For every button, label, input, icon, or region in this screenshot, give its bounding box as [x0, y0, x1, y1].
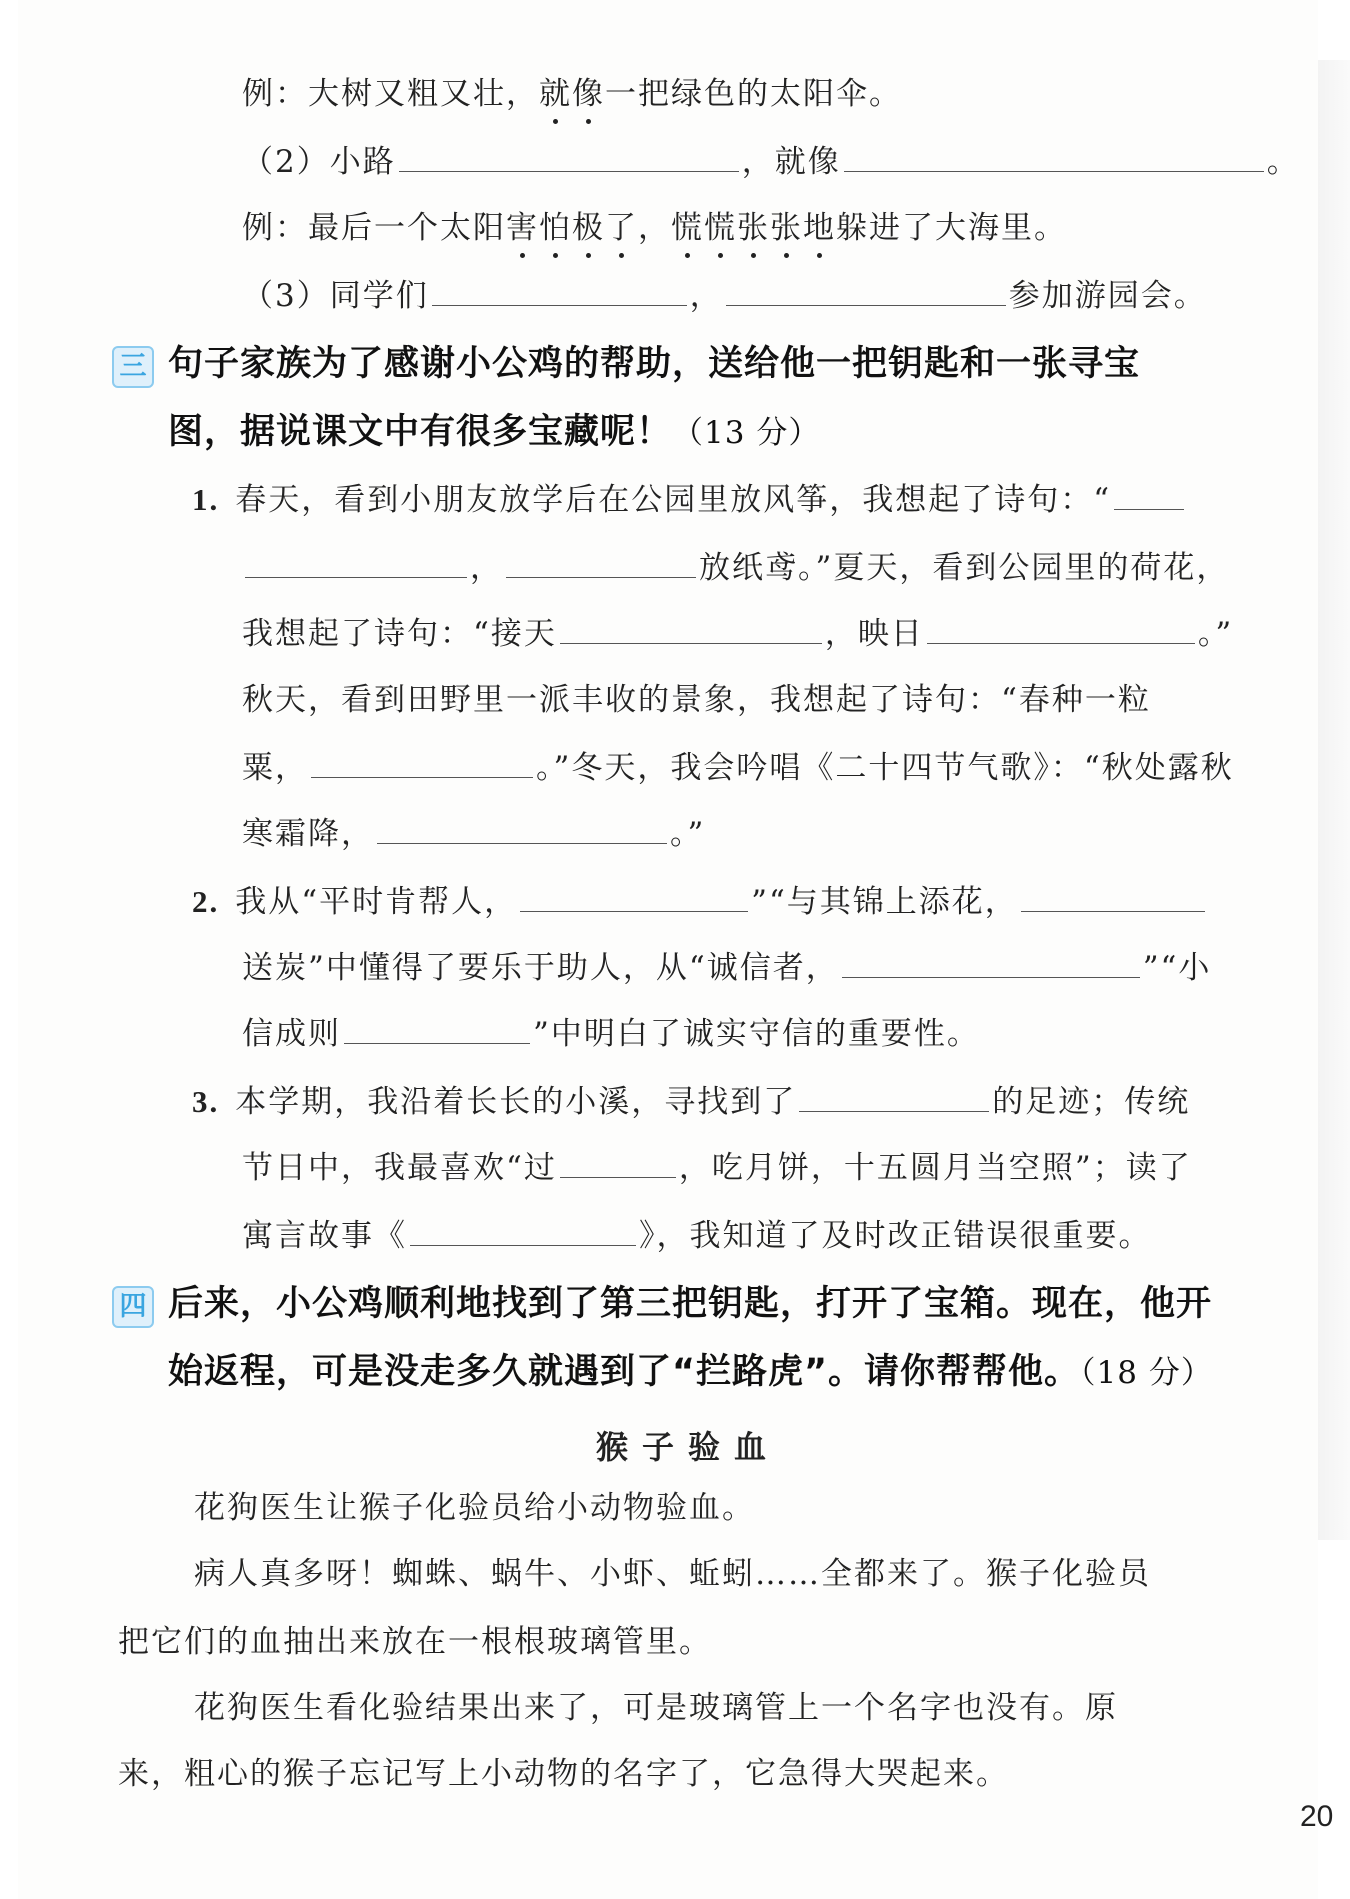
page-number: 20	[1300, 1800, 1334, 1833]
question-text: 。	[1266, 144, 1300, 180]
question-3-1-line2	[242, 546, 1229, 590]
answer-blank[interactable]	[560, 1147, 676, 1178]
question-text: 春天，看到小朋友放学后在公园里放风筝，我想起了诗句：“	[235, 482, 1112, 518]
example-2	[242, 206, 1067, 250]
section-3-heading-line1: 句子家族为了感谢小公鸡的帮助，送给他一把钥匙和一张寻宝	[168, 344, 1141, 384]
emphasis-char: 张	[737, 210, 770, 246]
emphasis-char: 怕	[539, 210, 572, 246]
question-text: 我想起了诗句：“接天	[242, 616, 557, 652]
emphasis-char: 害	[506, 210, 539, 246]
emphasis-char: 慌	[671, 210, 704, 246]
question-text: 节日中，我最喜欢“过	[242, 1150, 557, 1186]
answer-blank[interactable]	[1021, 881, 1205, 912]
answer-blank[interactable]	[344, 1013, 530, 1044]
question-text: ，	[470, 550, 503, 586]
section-3-heading-line2	[168, 408, 820, 457]
question-text: 的足迹；传统	[992, 1084, 1191, 1120]
question-text: 本学期，我沿着长长的小溪，寻找到了	[235, 1084, 797, 1120]
question-number: 3.	[192, 1084, 220, 1119]
story-paragraph-3-line2: 来，粗心的猴子忘记写上小动物的名字了，它急得大哭起来。	[118, 1756, 1009, 1792]
question-text: 信成则	[242, 1016, 341, 1052]
heading-text: 始返程，可是没走多久就遇到了“拦路虎”。请你帮帮他。	[168, 1352, 1081, 1392]
emphasis-char: 就	[539, 76, 572, 112]
question-3-2-line2	[242, 946, 1211, 990]
section-4-badge: 四	[112, 1286, 154, 1328]
question-3-1-line5	[242, 746, 1234, 790]
section-4-heading-line1: 后来，小公鸡顺利地找到了第三把钥匙，打开了宝箱。现在，他开	[168, 1284, 1213, 1324]
question-text: ”“小	[1142, 950, 1212, 986]
emphasis-char: 张	[770, 210, 803, 246]
question-number: （2）	[242, 144, 330, 180]
answer-blank[interactable]	[377, 813, 667, 844]
question-text: ”中明白了诚实守信的重要性。	[533, 1016, 980, 1052]
question-3-1-line4: 秋天，看到田野里一派丰收的景象，我想起了诗句：“春种一粒	[242, 682, 1151, 718]
question-3-3-line2	[242, 1146, 1192, 1190]
question-text: ，	[689, 278, 723, 314]
question-text: 寓言故事《	[242, 1218, 407, 1254]
question-text: 我从“平时肯帮人，	[235, 884, 518, 920]
emphasis-char: 了	[605, 210, 638, 246]
answer-blank[interactable]	[520, 881, 748, 912]
example-2-comma: ，	[638, 210, 671, 246]
answer-blank[interactable]	[245, 547, 467, 578]
answer-blank[interactable]	[726, 275, 1006, 306]
example-1-prefix: 例：大树又粗又壮，	[242, 76, 539, 112]
question-text: 参加游园会。	[1008, 278, 1207, 314]
answer-blank[interactable]	[311, 747, 533, 778]
question-text: ，就像	[741, 144, 841, 180]
section-4-score: （18 分）	[1080, 1355, 1213, 1391]
answer-blank[interactable]	[432, 275, 687, 306]
question-2-3	[242, 274, 1207, 318]
question-3-1-line3	[242, 612, 1233, 656]
section-3-score: （13 分）	[672, 415, 821, 451]
question-3-1-line6	[242, 812, 705, 856]
question-text: 。”冬天，我会吟唱《二十四节气歌》：“秋处露秋	[536, 750, 1234, 786]
section-3-badge: 三	[112, 346, 154, 388]
story-paragraph-1: 花狗医生让猴子化验员给小动物验血。	[194, 1490, 755, 1526]
answer-blank[interactable]	[927, 613, 1195, 644]
question-text: ”“与其锦上添花，	[751, 884, 1018, 920]
page-edge-shadow	[1318, 60, 1350, 1540]
story-paragraph-2-line2: 把它们的血抽出来放在一根根玻璃管里。	[118, 1624, 712, 1660]
question-text: 放纸鸢。”夏天，看到公园里的荷花，	[699, 550, 1230, 586]
question-text: ，吃月饼，十五圆月当空照”；读了	[678, 1150, 1192, 1186]
example-2-suffix: 躲进了大海里。	[836, 210, 1067, 246]
example-2-prefix: 例：最后一个太阳	[242, 210, 506, 246]
story-paragraph-3-line1: 花狗医生看化验结果出来了，可是玻璃管上一个名字也没有。原	[194, 1690, 1118, 1726]
question-text: 寒霜降，	[242, 816, 374, 852]
emphasis-char: 像	[572, 76, 605, 112]
question-text: 。”	[1197, 616, 1234, 652]
emphasis-char: 极	[572, 210, 605, 246]
emphasis-char: 地	[803, 210, 836, 246]
question-number: 1.	[192, 482, 220, 517]
question-text: 》，我知道了及时改正错误很重要。	[639, 1218, 1152, 1254]
question-label: 同学们	[329, 278, 429, 314]
story-title: 猴子验血	[596, 1428, 781, 1466]
question-number: 2.	[192, 884, 220, 919]
example-1-suffix: 一把绿色的太阳伞。	[605, 76, 902, 112]
answer-blank[interactable]	[506, 547, 696, 578]
question-3-2-line3	[242, 1012, 980, 1056]
question-3-3-line3	[242, 1214, 1152, 1258]
question-3-3-line1	[192, 1080, 1190, 1124]
question-3-1-line1	[192, 478, 1187, 522]
example-1	[242, 72, 902, 116]
answer-blank[interactable]	[560, 613, 822, 644]
answer-blank[interactable]	[842, 947, 1140, 978]
question-3-2-line1	[192, 880, 1208, 924]
story-paragraph-2-line1: 病人真多呀！蜘蛛、蜗牛、小虾、蚯蚓……全都来了。猴子化验员	[194, 1556, 1151, 1592]
answer-blank[interactable]	[1114, 479, 1184, 510]
question-number: （3）	[242, 278, 330, 314]
heading-text: 图，据说课文中有很多宝藏呢！	[168, 412, 673, 452]
section-4-heading-line2	[168, 1348, 1213, 1397]
answer-blank[interactable]	[410, 1215, 636, 1246]
question-text: 粟，	[242, 750, 308, 786]
question-text: ，映日	[824, 616, 924, 652]
answer-blank[interactable]	[799, 1081, 989, 1112]
question-text: 送炭”中懂得了要乐于助人，从“诚信者，	[242, 950, 839, 986]
question-label: 小路	[329, 144, 396, 180]
emphasis-char: 慌	[704, 210, 737, 246]
question-text: 。”	[670, 816, 706, 852]
question-2-2	[242, 140, 1300, 184]
answer-blank[interactable]	[399, 141, 739, 172]
answer-blank[interactable]	[844, 141, 1264, 172]
